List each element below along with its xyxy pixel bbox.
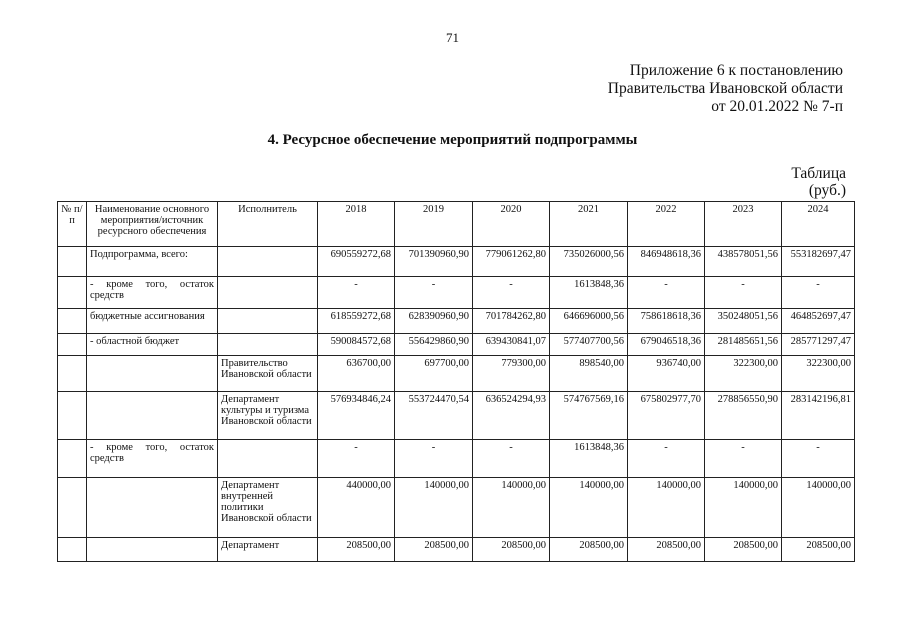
row-value: 553724470,54 [395,392,473,440]
row-value: - [782,440,855,478]
row-value: 208500,00 [782,538,855,562]
row-value: 1613848,36 [550,277,628,309]
table-row [58,247,855,277]
row-value: 322300,00 [705,356,782,392]
row-value: 936740,00 [628,356,705,392]
row-value: 628390960,90 [395,309,473,334]
row-name: - кроме того, остаток средств [87,440,218,478]
header-name: Наименование основного мероприятия/источник ресурсного обеспечения [87,202,218,247]
table-row [58,277,855,309]
table-row [58,538,855,562]
row-value: 208500,00 [705,538,782,562]
row-executor [218,247,318,277]
header-num: № п/п [58,202,87,247]
row-name: бюджетные ассигнования [87,309,218,334]
row-value: - [473,440,550,478]
row-value: 779300,00 [473,356,550,392]
appendix-line-1: Приложение 6 к постановлению [629,62,843,79]
row-value: - [782,277,855,309]
row-value: - [705,277,782,309]
row-name: Подпрограмма, всего: [87,247,218,277]
row-name [87,356,218,392]
row-executor [218,440,318,478]
row-num [58,334,87,356]
row-name [87,478,218,538]
row-value: 735026000,56 [550,247,628,277]
header-year: 2020 [473,202,550,247]
row-num [58,356,87,392]
row-num [58,277,87,309]
row-num [58,392,87,440]
header-year: 2024 [782,202,855,247]
header-year: 2023 [705,202,782,247]
row-name [87,538,218,562]
row-executor [218,277,318,309]
row-executor [218,334,318,356]
row-value: 646696000,56 [550,309,628,334]
row-name: - областной бюджет [87,334,218,356]
row-value: 140000,00 [473,478,550,538]
row-executor [218,309,318,334]
row-value: 208500,00 [395,538,473,562]
row-value: 675802977,70 [628,392,705,440]
table-row [58,334,855,356]
row-value: 556429860,90 [395,334,473,356]
row-num [58,478,87,538]
appendix-header [608,62,843,116]
appendix-line-3: от 20.01.2022 № 7-п [711,98,843,115]
row-value: - [395,440,473,478]
row-value: 758618618,36 [628,309,705,334]
table-caption-unit: (руб.) [808,182,846,199]
header-year: 2018 [318,202,395,247]
row-value: 283142196,81 [782,392,855,440]
page-number: 71 [446,30,459,45]
row-value: 779061262,80 [473,247,550,277]
row-value: 140000,00 [550,478,628,538]
row-value: - [628,277,705,309]
row-value: - [473,277,550,309]
row-value: 701390960,90 [395,247,473,277]
row-value: 140000,00 [782,478,855,538]
row-value: 464852697,47 [782,309,855,334]
row-executor: Департамент [218,538,318,562]
table-row [58,309,855,334]
row-executor: Департамент культуры и туризма Ивановской области [218,392,318,440]
header-year: 2019 [395,202,473,247]
row-executor: Правительство Ивановской области [218,356,318,392]
row-value: - [628,440,705,478]
row-value: 278856550,90 [705,392,782,440]
row-num [58,247,87,277]
row-value: 438578051,56 [705,247,782,277]
row-value: 590084572,68 [318,334,395,356]
row-value: 576934846,24 [318,392,395,440]
row-value: 574767569,16 [550,392,628,440]
appendix-line-2: Правительства Ивановской области [607,80,843,97]
row-value: 679046518,36 [628,334,705,356]
row-value: 1613848,36 [550,440,628,478]
row-value: 285771297,47 [782,334,855,356]
row-value: 639430841,07 [473,334,550,356]
resource-table [57,201,855,562]
row-executor: Департамент внутренней политики Ивановской области [218,478,318,538]
row-name: - кроме того, остаток средств [87,277,218,309]
table-caption-label: Таблица [791,165,846,182]
table-row [58,440,855,478]
section-title: 4. Ресурсное обеспечение мероприятий подпрограммы [267,132,638,148]
row-value: 140000,00 [395,478,473,538]
row-value: 697700,00 [395,356,473,392]
row-value: 618559272,68 [318,309,395,334]
row-value: 208500,00 [473,538,550,562]
row-value: 636524294,93 [473,392,550,440]
table-header-row [58,202,855,247]
row-value: 577407700,56 [550,334,628,356]
row-value: 846948618,36 [628,247,705,277]
table-row [58,392,855,440]
row-name [87,392,218,440]
row-num [58,538,87,562]
row-value: 322300,00 [782,356,855,392]
table-row [58,356,855,392]
row-value: 690559272,68 [318,247,395,277]
row-value: 208500,00 [550,538,628,562]
row-value: 440000,00 [318,478,395,538]
row-value: - [318,277,395,309]
row-value: 208500,00 [318,538,395,562]
row-value: 898540,00 [550,356,628,392]
row-value: 701784262,80 [473,309,550,334]
row-value: - [705,440,782,478]
table-caption [791,165,846,199]
row-value: 636700,00 [318,356,395,392]
header-year: 2022 [628,202,705,247]
row-value: - [395,277,473,309]
row-num [58,309,87,334]
header-year: 2021 [550,202,628,247]
row-value: 281485651,56 [705,334,782,356]
row-value: 208500,00 [628,538,705,562]
header-executor: Исполнитель [218,202,318,247]
row-num [58,440,87,478]
row-value: - [318,440,395,478]
table-row [58,478,855,538]
row-value: 140000,00 [628,478,705,538]
row-value: 553182697,47 [782,247,855,277]
row-value: 140000,00 [705,478,782,538]
row-value: 350248051,56 [705,309,782,334]
